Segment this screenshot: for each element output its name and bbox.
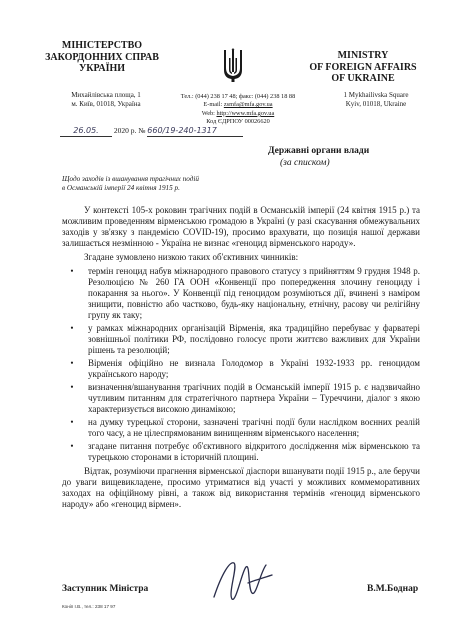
handwritten-date: 26.05. [60, 126, 112, 137]
list-item [62, 323, 420, 356]
bullet-icon: • [70, 358, 74, 368]
bullet-icon: • [70, 323, 74, 333]
list-item-text: на думку турецької сторони, зазначені трагічні події були наслідком воєнних реалій того часу, а не цілеспрямованим винищенням вірменського населення; [88, 417, 420, 438]
addressee-block [268, 145, 418, 169]
handwritten-signature [208, 553, 278, 609]
org-en-line: OF UKRAINE [331, 73, 395, 84]
list-item [62, 417, 420, 439]
contact-block [158, 93, 318, 127]
org-ua-line: МІНІСТЕРСТВО [61, 40, 143, 51]
web-label: Web: [201, 109, 217, 117]
list-item [62, 266, 420, 321]
addressee-title: Державні органи влади [268, 146, 370, 156]
executor-note: Коніп І.В., тел.: 238 17 97 [62, 604, 116, 609]
list-item [62, 382, 420, 415]
email-link[interactable]: zsmfa@mfa.gov.ua [223, 101, 273, 109]
signatory-name: В.М.Боднар [367, 584, 419, 594]
list-item-text: згадане питання потребує об'єктивного відкритого дослідження між вірменською та турецькою сторонами в історичній площині. [88, 441, 420, 462]
subject-line [62, 175, 262, 193]
factors-list [62, 266, 420, 463]
org-en-line: OF FOREIGN AFFAIRS [309, 61, 417, 73]
bullet-icon: • [70, 417, 74, 427]
org-ua-line: УКРАЇНИ [78, 63, 126, 74]
body-paragraph: Згадане зумовлено низкою таких об'єктивних чинників: [84, 252, 299, 262]
list-item-text: у рамках міжнародних організацій Вірменія, яка традиційно перебуває у фарватері зовнішньої політики РФ, послідовно голосує проти життєво важливих для України рішень та резолюцій; [88, 323, 420, 355]
web-line [158, 110, 318, 118]
list-item [62, 441, 420, 463]
outgoing-number-line [60, 126, 300, 137]
org-en-line: MINISTRY [337, 50, 389, 61]
phone-fax: Тел.: (044) 238 17 48; факс: (044) 238 18 88 [180, 93, 296, 100]
trident-icon [221, 48, 245, 84]
body-paragraph: Відтак, розуміючи прагнення вірменської діаспори вшанувати події 1915 р., але беручи до уваги вищевикладене, просимо утриматися від участі у можливих коммеморативних заходах на офіційному рівні, а також від використання термінів «геноцид вірменського народу» або «геноцид вірмен». [62, 466, 420, 509]
signatory-title: Заступник Міністра [62, 584, 149, 594]
handwritten-number: 660/19-240-1317 [147, 126, 243, 137]
address-line: Kyiv, 01018, Ukraine [345, 100, 407, 108]
email-line [158, 101, 318, 109]
bullet-icon: • [70, 266, 74, 276]
edrpou-code: Код ЄДРПОУ 00026620 [206, 118, 270, 126]
bullet-icon: • [70, 382, 74, 392]
address-line: м. Київ, 01018, Україна [71, 100, 141, 108]
ministry-name-english [298, 50, 428, 85]
address-line: Михайлівська площа, 1 [71, 91, 141, 99]
email-label: E-mail: [203, 101, 224, 109]
subject-text: Щодо заходів із вшанування трагічних подій [62, 175, 199, 183]
addressee-list-note: (за списком) [280, 158, 330, 168]
subject-text: в Османській імперії 24 квітня 1915 р. [62, 184, 180, 192]
bullet-icon: • [70, 441, 74, 451]
list-item-text: термін геноцид набув міжнародного правового статусу з прийняттям 9 грудня 1948 р. Резолюцією № 260 ГА ООН «Конвенції про попередження злочину геноциду і покарання за нього». У Конвенції під геноцидом розуміються дії, вчинені з наміром знищити, повністю або частково, будь-яку національну, етнічну, расову чи релігійну групу як таку; [88, 266, 420, 320]
list-item-text: Вірменія офіційно не визнала Голодомор в Україні 1932-1933 рр. геноцидом українського народу; [88, 358, 420, 379]
letter-body [62, 205, 420, 513]
list-item-text: визначення/вшанування трагічних подій в Османській імперії 1915 р. є надзвичайно чутливим питанням для стратегічного партнера України – Туреччини, діалог з якою характеризується високою динамікою; [88, 382, 420, 414]
body-paragraph: У контексті 105-х роковин трагічних подій в Османській імперії (24 квітня 1915 р.) та можливим проведенням вірменською громадою в Україні (у разі скасування обмежувальних заходів у зв'язку з пандемією COVID-19), просимо врахувати, що позиція нашої держави залишається незмінною - Україна не визнає «геноцид вірменського народу». [62, 205, 420, 248]
year-number-label: 2020 р. № [113, 126, 146, 135]
web-link[interactable]: http://www.mfa.gov.ua [216, 109, 275, 117]
org-ua-line: ЗАКОРДОННИХ СПРАВ [45, 51, 159, 63]
list-item [62, 358, 420, 380]
address-line: 1 Mykhailivska Square [343, 91, 409, 99]
address-ukrainian [46, 91, 166, 109]
address-english [316, 91, 436, 109]
ministry-name-ukrainian [38, 40, 166, 75]
